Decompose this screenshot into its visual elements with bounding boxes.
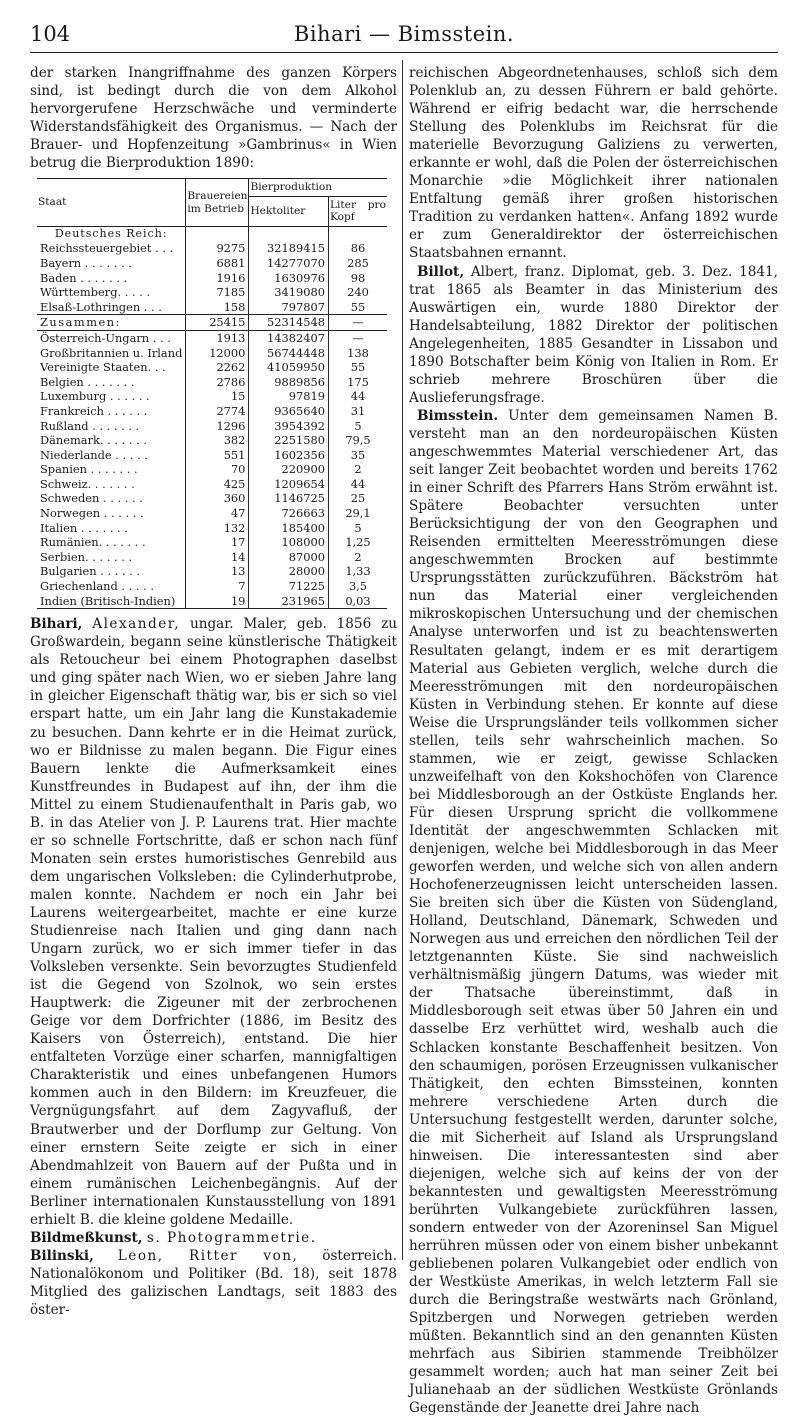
total-hektoliter: 52314548 bbox=[249, 315, 329, 331]
cell-staat: Dänemark. . . . . . . bbox=[40, 433, 148, 448]
cell-brauereien: 1296 bbox=[186, 419, 249, 434]
cell-hektoliter: 28000 bbox=[249, 564, 329, 579]
table-row bbox=[37, 491, 387, 506]
cell-hektoliter: 1630976 bbox=[249, 271, 329, 286]
cell-brauereien: 158 bbox=[186, 300, 249, 315]
cell-liter: 1,33 bbox=[329, 564, 388, 579]
cell-hektoliter: 97819 bbox=[249, 389, 329, 404]
cell-liter: 44 bbox=[329, 477, 388, 492]
cell-brauereien: 7 bbox=[186, 579, 249, 594]
entry-bimsstein bbox=[409, 407, 778, 1418]
cell-brauereien: 14 bbox=[186, 550, 249, 565]
entry-text: ungar. Maler, geb. 1856 zu Großwardein, begann seine künstlerische Thätigkeit als Retoucheur bei einem Photographen daselbst und ging später nach Wien, wo er sieben Jahre lang in gleicher Eigenschaft thätig war, bis er sich so viel erspart hatte, um ein Jahr lang die Kunstakademie zu besuchen. Dann kehrte er in die Heimat zurück, wo er Bildnisse zu malen begann. Die Figur eines Bauern lenkte die Aufmerksamkeit eines Kunstfreundes in Budapest auf ihn, der ihm die Mittel zu einem Studienaufenthalt in Paris gab, wo B. in das Atelier von J. P. Laurens trat. Hier machte er so schnelle Fortschritte, daß er schon nach fünf Monaten sein erstes humoristisches Genrebild aus dem ungarischen Volksleben: die Cylinderhutprobe, malen konnte. Nachdem er noch ein Jahr bei Laurens weitergearbeitet, machte er eine kurze Studienreise nach Italien und ging dann nach Ungarn zurück, wo er sich immer tiefer in das Volksleben versenkte. Sein bevorzugtes Studienfeld ist die Gegend von Szolnok, wo sein erstes Hauptwerk: die Zigeuner mit der zerbrochenen Geige vor dem Dorfrichter (1886, im Besitz des Kaisers von Österreich), entstand. Die hier entfalteten Vorzüge einer scharfen, mannigfaltigen Charakteristik und eines unbefangenen Humors kommen auch in den Bildern: im Kreuzfeuer, die Vergnügungsfahrt auf dem Zagyvafluß, der Brautwerber und der Dorflump zur Geltung. Von einer ernstern Seite zeigte er sich in einer Abendmahlzeit von Bauern auf der Pußta und in einem rumänischen Leichenbegängnis. Auf der Berliner internationalen Kunstausstellung von 1891 erhielt B. die kleine goldene Medaille. bbox=[30, 616, 398, 1228]
cell-liter: 35 bbox=[329, 448, 388, 463]
total-brauereien: 25415 bbox=[186, 315, 249, 331]
col-header-brauereien: Brauereien im Betrieb bbox=[186, 179, 249, 227]
table-row bbox=[37, 521, 387, 536]
cell-brauereien: 19 bbox=[186, 594, 249, 609]
table-group-row bbox=[37, 226, 387, 241]
table-row bbox=[37, 330, 387, 345]
beer-article-continuation: der starken Inangriffnahme des ganzen Körpers sind, ist bedingt durch die von dem Alkohol hervorgerufene Herzschwäche und verminderte Widerstandsfähigkeit des Organismus. — Nach der Brauer- und Hopfenzeitung »Gambrinus« in Wien betrug die Bierproduktion 1890: bbox=[30, 65, 397, 172]
table-row bbox=[37, 419, 387, 434]
cell-liter: 3,5 bbox=[329, 579, 388, 594]
table-row bbox=[37, 462, 387, 477]
cell-brauereien: 2262 bbox=[186, 360, 249, 375]
cell-liter: 5 bbox=[329, 419, 388, 434]
cell-hektoliter: 3419080 bbox=[249, 285, 329, 300]
cell-liter: 31 bbox=[329, 404, 388, 419]
cell-hektoliter: 231965 bbox=[249, 594, 329, 609]
cell-liter: 2 bbox=[329, 550, 388, 565]
entry-text: österreich. Nationalökonom und Politiker (Bd. 18), seit 1878 Mitglied des galizischen Landtags, seit 1883 des öster- bbox=[30, 1247, 398, 1318]
cell-staat: Vereinigte Staaten. . . bbox=[40, 360, 166, 375]
cell-liter: 55 bbox=[329, 360, 388, 375]
cell-staat: Frankreich . . . . . . bbox=[40, 403, 148, 418]
entry-text: Unter dem gemeinsamen Namen B. versteht man an den nordeuropäischen Küsten angeschwemmtes Material verschiedener Art, das seit langer Zeit beobachtet worden und bereits 1762 in einer Schrift des Pfarrers Hans Ström erwähnt ist. Spätere Beobachter versuchten unter Berücksichtigung der von den Geographen und Reisenden ermittelten Meeresströmungen diese angeschwemmten Brocken auf bestimmte Ursprungsstätten zurückzuführen. Bäckström hat nun das Material einer vergleichenden mikroskopischen Untersuchung und der chemischen Analyse unterworfen und ist zu beachtenswerten Resultaten gelangt, indem er es mit derartigem Material aus Gebieten verglich, welche durch die Meeresströmungen mit den nordeuropäischen Küsten in Verbindung stehen. Er konnte auf diese Weise die Ursprungsländer teils vollkommen sicher stellen, teils sehr wahrscheinlich machen. So stammen, wie er zeigt, gewisse Schlacken unzweifelhaft von den Kokshochöfen von Clarence bei Middlesborough an der Ostküste Englands her. Für diesen Ursprung spricht die vollkommene Identität der angeschwemmten Schlacken mit denjenigen, welche bei Middlesborough in das Meer geworfen werden, und welche sich von allen andern Hochofenerzeugnissen leicht unterscheiden lassen. Sie breiten sich über die Küsten von Südengland, Holland, Deutschland, Dänemark, Schweden und Norwegen aus und erreichen den nördlichen Teil der letztgenannten Küste. Sie sind nachweislich verhältnismäßig jüngern Datums, was wieder mit der Thatsache übereinstimmt, daß in Middlesborough seit etwas über 50 Jahren ein und dasselbe Erz verhüttet wird, weshalb auch die Schlacken konstante Beschaffenheit besitzen. Von den schaumigen, porösen Erzeugnissen vulkanischer Thätigkeit, den echten Bimssteinen, konnten mehrere verschiedene Arten durch die Untersuchung festgestellt werden, darunter solche, die mit Sicherheit auf Island als Ursprungsland hinweisen. Die interessantesten sind aber diejenigen, welche sich auf keins der von der bekanntesten und gewaltigsten Meeresströmung berührten Vulkangebiete zurückführen lassen, sondern entweder von der Azoreninsel San Miguel herrühren müssen oder von einem bisher unbekannt gebliebenen polaren Vulkangebiet oder endlich von der Westküste Amerikas, in welch letzterm Fall sie durch die Beringstraße westwärts nach Grönland, Spitzbergen und Norwegen getrieben werden müßten. Bekanntlich sind an den genannten Küsten mehrfach aus Sibirien stammende Treibhölzer gesammelt worden; auch hat man seiner Zeit bei Julianehaab an der südlichen Westküste Grönlands Gegenstände der Jeanette drei Jahre nach bbox=[409, 407, 778, 1417]
entry-headword: Bihari, bbox=[30, 616, 83, 633]
entry-billot bbox=[409, 263, 778, 407]
cell-staat: Serbien. . . . . . . bbox=[40, 549, 133, 564]
cell-staat: Österreich-Ungarn . . . bbox=[40, 330, 171, 345]
table-row bbox=[37, 346, 387, 361]
table-row bbox=[37, 285, 387, 300]
left-column bbox=[30, 64, 397, 1319]
col-header-staat: Staat bbox=[37, 179, 186, 227]
cell-staat: Bayern . . . . . . . bbox=[40, 255, 132, 270]
cell-liter: 0,03 bbox=[329, 594, 388, 609]
cell-hektoliter: 1146725 bbox=[249, 491, 329, 506]
cell-hektoliter: 71225 bbox=[249, 579, 329, 594]
page-header bbox=[30, 18, 778, 53]
cell-brauereien: 47 bbox=[186, 506, 249, 521]
cell-hektoliter: 726663 bbox=[249, 506, 329, 521]
cell-hektoliter: 220900 bbox=[249, 462, 329, 477]
cell-brauereien: 2774 bbox=[186, 404, 249, 419]
cell-brauereien: 12000 bbox=[186, 346, 249, 361]
page-number: 104 bbox=[30, 22, 71, 46]
cell-staat: Baden . . . . . . . bbox=[40, 270, 128, 285]
entry-name: Alexander, bbox=[92, 616, 181, 633]
cell-brauereien: 9275 bbox=[186, 241, 249, 256]
cell-hektoliter: 1209654 bbox=[249, 477, 329, 492]
column-divider bbox=[402, 60, 403, 1260]
table-row bbox=[37, 506, 387, 521]
entry-bihari bbox=[30, 615, 397, 1229]
total-label: Zusammen: bbox=[37, 315, 186, 331]
table-row bbox=[37, 477, 387, 492]
entry-bildmesskunst bbox=[30, 1229, 397, 1247]
cell-liter: 55 bbox=[329, 300, 388, 315]
cell-brauereien: 551 bbox=[186, 448, 249, 463]
table-header-row bbox=[37, 179, 387, 197]
cell-brauereien: 2786 bbox=[186, 375, 249, 390]
col-header-hektoliter: Hektoliter bbox=[249, 196, 329, 226]
cell-brauereien: 7185 bbox=[186, 285, 249, 300]
cell-liter: 240 bbox=[329, 285, 388, 300]
table-row bbox=[37, 241, 387, 256]
cell-staat: Luxemburg . . . . . . bbox=[40, 389, 150, 404]
cell-hektoliter: 797807 bbox=[249, 300, 329, 315]
group-label: Deutsches Reich: bbox=[54, 226, 168, 240]
cell-liter: 29,1 bbox=[329, 506, 388, 521]
table-row bbox=[37, 550, 387, 565]
entry-headword: Billot, bbox=[417, 263, 465, 280]
cell-hektoliter: 108000 bbox=[249, 535, 329, 550]
cell-liter: 1,25 bbox=[329, 535, 388, 550]
cell-staat: Württemberg. . . . . bbox=[40, 285, 151, 300]
table-row bbox=[37, 564, 387, 579]
table-row bbox=[37, 579, 387, 594]
running-title: Bihari — Bimsstein. bbox=[293, 22, 515, 46]
cell-hektoliter: 14382407 bbox=[249, 330, 329, 345]
col-header-bierproduktion: Bierproduktion bbox=[249, 179, 387, 197]
beer-production-table bbox=[37, 178, 387, 609]
table-row bbox=[37, 389, 387, 404]
entry-name: Leon, Ritter von, bbox=[117, 1247, 299, 1264]
entry-bilinski-continuation: reichischen Abgeordnetenhauses, schloß sich dem Polenklub an, zu dessen Führern er bald gehörte. Während er eifrig bedacht war, die herrschende Stellung des Polenklubs im Reichsrat für die materielle Bevorzugung Galiziens zu verwerten, erkannte er wohl, daß die Polen der österreichischen Monarchie »die Möglichkeit ihrer nationalen Entfaltung gemäß ihrer großen historischen Tradition zu verdanken hatten«. Anfang 1892 wurde er zum Generaldirektor der österreichischen Staatsbahnen ernannt. bbox=[409, 65, 778, 262]
cell-brauereien: 6881 bbox=[186, 256, 249, 271]
table-row bbox=[37, 448, 387, 463]
cell-brauereien: 132 bbox=[186, 521, 249, 536]
cell-staat: Großbritannien u. Irland bbox=[40, 345, 183, 360]
cell-brauereien: 1916 bbox=[186, 271, 249, 286]
entry-headword: Bildmeßkunst, bbox=[30, 1229, 143, 1246]
cell-hektoliter: 9889856 bbox=[249, 375, 329, 390]
total-liter: — bbox=[329, 315, 388, 331]
cell-staat: Griechenland . . . . . bbox=[40, 579, 154, 594]
cell-liter: 44 bbox=[329, 389, 388, 404]
cell-hektoliter: 32189415 bbox=[249, 241, 329, 256]
cell-liter: 285 bbox=[329, 256, 388, 271]
cell-brauereien: 70 bbox=[186, 462, 249, 477]
cell-liter: 2 bbox=[329, 462, 388, 477]
table-row bbox=[37, 256, 387, 271]
entry-headword: Bimsstein. bbox=[417, 407, 499, 424]
cell-brauereien: 15 bbox=[186, 389, 249, 404]
cell-staat: Italien . . . . . . . bbox=[40, 520, 128, 535]
cell-hektoliter: 185400 bbox=[249, 521, 329, 536]
cell-staat: Norwegen . . . . . . bbox=[40, 506, 144, 521]
cell-liter: 86 bbox=[329, 241, 388, 256]
table-row bbox=[37, 433, 387, 448]
table-total-row bbox=[37, 315, 387, 331]
entry-text: s. Photogrammetrie. bbox=[146, 1229, 317, 1246]
cell-brauereien: 425 bbox=[186, 477, 249, 492]
cell-staat: Indien (Britisch-Indien) bbox=[37, 594, 186, 609]
right-column bbox=[409, 64, 778, 1418]
cell-staat: Reichssteuergebiet . . . bbox=[40, 241, 174, 256]
cell-brauereien: 13 bbox=[186, 564, 249, 579]
cell-hektoliter: 41059950 bbox=[249, 360, 329, 375]
cell-brauereien: 360 bbox=[186, 491, 249, 506]
cell-staat: Elsaß-Lothringen . . . bbox=[40, 299, 162, 314]
cell-hektoliter: 1602356 bbox=[249, 448, 329, 463]
cell-liter: 5 bbox=[329, 521, 388, 536]
cell-brauereien: 382 bbox=[186, 433, 249, 448]
cell-staat: Schweden . . . . . . bbox=[40, 491, 143, 506]
cell-liter: 98 bbox=[329, 271, 388, 286]
cell-hektoliter: 3954392 bbox=[249, 419, 329, 434]
table-row bbox=[37, 300, 387, 315]
cell-hektoliter: 14277070 bbox=[249, 256, 329, 271]
entry-headword: Bilinski, bbox=[30, 1247, 94, 1264]
col-header-liter-pro-kopf: Liter pro Kopf bbox=[329, 196, 388, 226]
entry-bilinski bbox=[30, 1247, 397, 1319]
cell-liter: 138 bbox=[329, 346, 388, 361]
table-row bbox=[37, 535, 387, 550]
table-row bbox=[37, 360, 387, 375]
cell-hektoliter: 87000 bbox=[249, 550, 329, 565]
cell-staat: Bulgarien . . . . . . bbox=[40, 564, 141, 579]
table-row bbox=[37, 375, 387, 390]
cell-liter: 175 bbox=[329, 375, 388, 390]
entry-text: Albert, franz. Diplomat, geb. 3. Dez. 1841, trat 1865 als Beamter in das Ministerium des Auswärtigen ein, wurde 1880 Direktor der Handelsabteilung, 1882 Direktor der politischen Angelegenheiten, 1885 Gesandter in Lissabon und 1890 Botschafter beim König von Italien in Rom. Er schrieb mehrere Broschüren über die Auslieferungsfrage. bbox=[409, 263, 778, 406]
cell-staat: Spanien . . . . . . . bbox=[40, 462, 138, 477]
cell-hektoliter: 9365640 bbox=[249, 404, 329, 419]
table-row bbox=[37, 404, 387, 419]
cell-staat: Schweiz. . . . . . . bbox=[40, 476, 135, 491]
cell-staat: Niederlande . . . . . bbox=[40, 447, 148, 462]
cell-hektoliter: 56744448 bbox=[249, 346, 329, 361]
cell-staat: Rumänien. . . . . . . bbox=[40, 535, 146, 550]
cell-staat: Belgien . . . . . . . bbox=[40, 374, 135, 389]
cell-liter: 25 bbox=[329, 491, 388, 506]
cell-liter: — bbox=[329, 330, 388, 345]
table-row bbox=[37, 271, 387, 286]
cell-brauereien: 17 bbox=[186, 535, 249, 550]
cell-brauereien: 1913 bbox=[186, 330, 249, 345]
cell-hektoliter: 2251580 bbox=[249, 433, 329, 448]
table-row bbox=[37, 594, 387, 609]
cell-liter: 79,5 bbox=[329, 433, 388, 448]
cell-staat: Rußland . . . . . . . bbox=[40, 418, 140, 433]
